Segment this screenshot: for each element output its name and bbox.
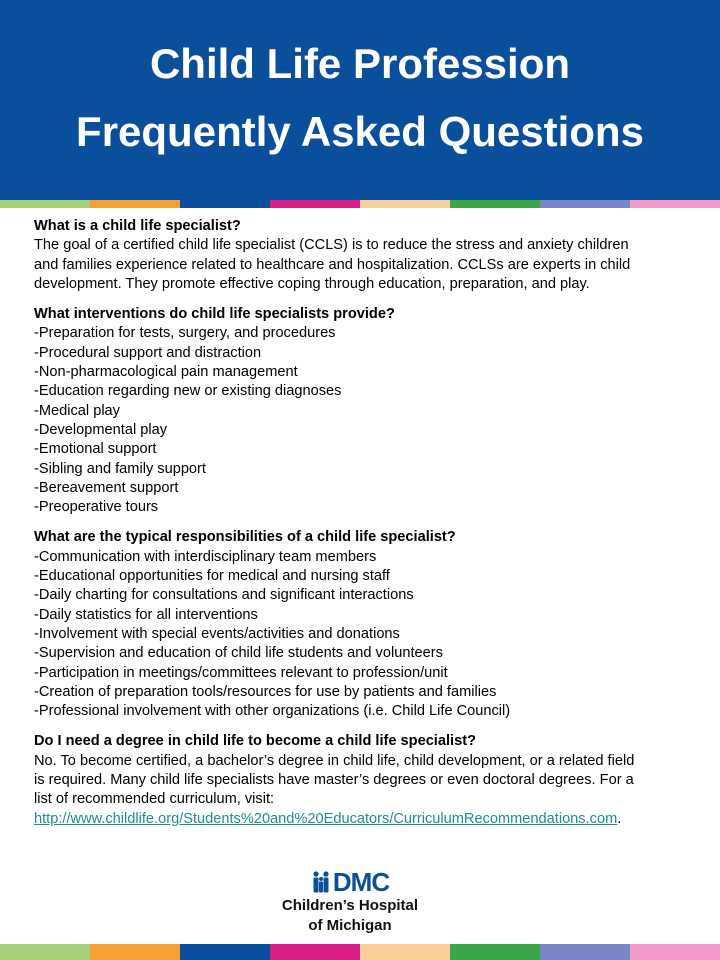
list-item: -Non-pharmacological pain management: [34, 364, 298, 381]
page-title-line2: Frequently Asked Questions: [76, 108, 644, 155]
logo-mark: [272, 867, 428, 897]
faq-answer-line: list of recommended curriculum, visit:: [34, 791, 275, 808]
list-item: -Participation in meetings/committees relevant to profession/unit: [34, 664, 448, 681]
faq-section-3: [34, 528, 690, 721]
stripe-segment: [540, 200, 630, 208]
header-banner: [0, 0, 720, 200]
logo-brand: DMC: [332, 867, 390, 897]
list-item: -Education regarding new or existing diagnoses: [34, 383, 342, 400]
stripe-segment: [270, 944, 360, 960]
stripe-segment: [630, 200, 720, 208]
stripe-segment: [540, 944, 630, 960]
faq-answer-line: The goal of a certified child life specialist (CCLS) is to reduce the stress and anxiety children: [34, 237, 629, 254]
link-line: [34, 810, 690, 829]
list-item: -Procedural support and distraction: [34, 344, 262, 361]
list-item: -Creation of preparation tools/resources for use by patients and families: [34, 683, 497, 700]
logo-name-line2: of Michigan: [308, 917, 392, 934]
list-item: -Communication with interdisciplinary team members: [34, 548, 377, 565]
faq-answer-line: No. To become certified, a bachelor’s degree in child life, child development, or a related field: [34, 752, 635, 769]
faq-section-2: [34, 305, 690, 517]
faq-question: Do I need a degree in child life to become a child life specialist?: [34, 733, 476, 750]
logo-name-line1: Children’s Hospital: [281, 897, 419, 914]
list-item: -Developmental play: [34, 421, 168, 438]
faq-question: What is a child life specialist?: [34, 218, 241, 234]
family-icon: [311, 871, 331, 893]
dmc-logo: [272, 867, 428, 934]
stripe-segment: [90, 944, 180, 960]
faq-answer-line: development. They promote effective coping through education, preparation, and play.: [34, 275, 590, 292]
faq-answer-line: is required. Many child life specialists have master’s degrees or even doctoral degrees. For a: [34, 772, 634, 789]
faq-question: What interventions do child life specialists provide?: [34, 306, 395, 323]
list-item: -Involvement with special events/activities and donations: [34, 625, 400, 642]
stripe-segment: [180, 200, 270, 208]
faq-section-4: [34, 732, 690, 828]
stripe-segment: [360, 944, 450, 960]
curriculum-link[interactable]: http://www.childlife.org/Students%20and%20Educators/CurriculumRecommendations.com: [34, 810, 618, 827]
list-item: -Supervision and education of child life students and volunteers: [34, 645, 443, 662]
stripe-segment: [0, 944, 90, 960]
list-item: -Preoperative tours: [34, 499, 159, 516]
list-item: -Daily charting for consultations and significant interactions: [34, 587, 414, 604]
stripe-segment: [90, 200, 180, 208]
bottom-color-stripe: [0, 944, 720, 960]
stripe-segment: [180, 944, 270, 960]
page-title-line1: Child Life Profession: [149, 40, 571, 87]
stripe-segment: [360, 200, 450, 208]
list-item: -Educational opportunities for medical and nursing staff: [34, 568, 390, 585]
stripe-segment: [270, 200, 360, 208]
top-color-stripe: [0, 200, 720, 208]
stripe-segment: [450, 200, 540, 208]
list-item: -Medical play: [34, 402, 120, 419]
faq-question: What are the typical responsibilities of a child life specialist?: [34, 529, 456, 546]
stripe-segment: [0, 200, 90, 208]
faq-content: [34, 217, 690, 840]
stripe-segment: [450, 944, 540, 960]
list-item: -Bereavement support: [34, 479, 179, 496]
link-suffix: .: [617, 810, 622, 827]
faq-section-1: [34, 217, 690, 294]
list-item: -Preparation for tests, surgery, and procedures: [34, 325, 336, 342]
list-item: -Daily statistics for all interventions: [34, 606, 258, 623]
list-item: -Emotional support: [34, 441, 157, 458]
stripe-segment: [630, 944, 720, 960]
faq-answer-line: and families experience related to healthcare and hospitalization. CCLSs are experts in child: [34, 256, 631, 273]
list-item: -Professional involvement with other organizations (i.e. Child Life Council): [34, 703, 511, 720]
list-item: -Sibling and family support: [34, 460, 206, 477]
